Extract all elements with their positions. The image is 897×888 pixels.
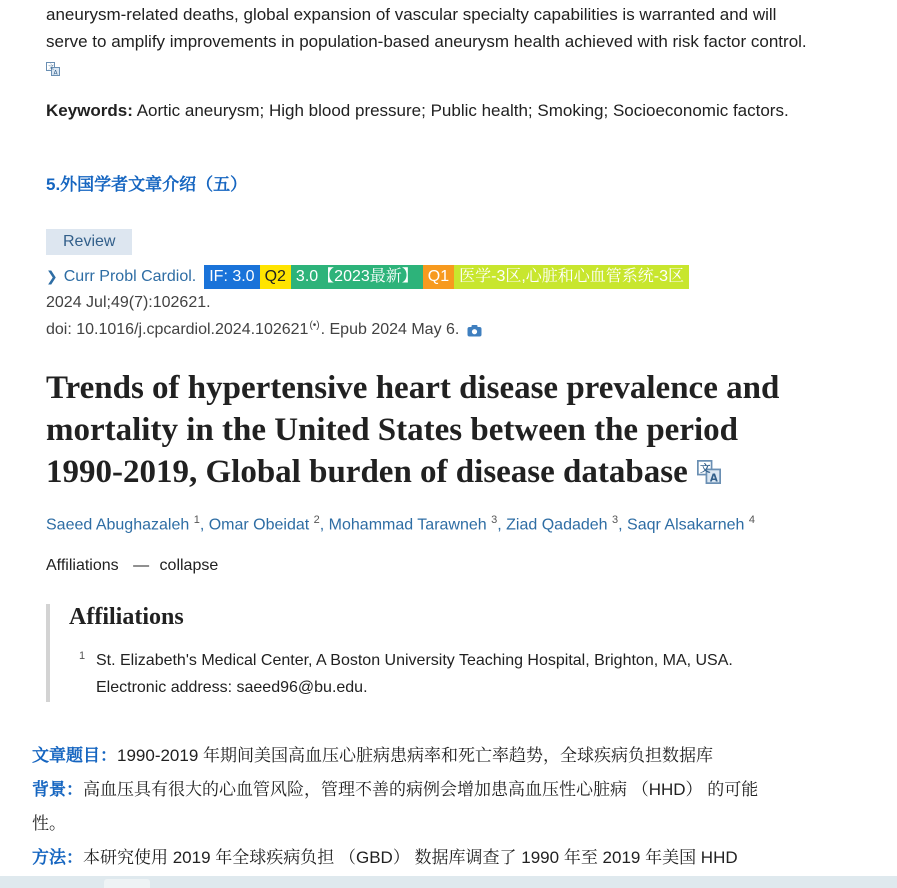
review-badge-label: Review (46, 229, 132, 255)
affiliation-text (96, 647, 836, 701)
svg-text:文: 文 (48, 63, 55, 71)
abstract-line-1: aneurysm-related deaths, global expansion of vascular specialty capabilities is warranted and will (46, 5, 777, 24)
author-list: Saeed Abughazaleh $^1$, Omar Obeidat $^2$, Mohammad Tarawneh $^3$, Ziad Qadadeh $^3$, Saqr Alsakarneh $^4$ (46, 514, 756, 534)
journal-link[interactable]: Curr Probl Cardiol. (63, 267, 197, 285)
impact-factor-2023-badge: 3.0【2023最新】 (291, 265, 423, 289)
author-affiliation-ref[interactable]: 3 (491, 514, 498, 526)
author-link[interactable]: Mohammad Tarawneh (328, 516, 487, 534)
affiliation-line-2: Electronic address: saeed96@bu.edu. (96, 679, 368, 696)
keywords-text: Aortic aneurysm; High blood pressure; Public health; Smoking; Socioeconomic factors. (136, 101, 789, 120)
affiliations-heading: Affiliations (69, 604, 184, 630)
author-link[interactable]: Saeed Abughazaleh (46, 516, 190, 534)
affiliations-label: Affiliations (46, 557, 119, 574)
summary-title (32, 739, 882, 773)
abstract-line-2: serve to amplify improvements in population-based aneurysm health achieved with risk factor control. (46, 32, 807, 51)
author-affiliation-ref[interactable]: 1 (193, 514, 200, 526)
quartile-badge-q1: Q1 (423, 265, 454, 289)
quartile-badge-q2: Q2 (260, 265, 291, 289)
journal-line (46, 264, 689, 289)
summary-background (32, 773, 882, 807)
article-title (46, 367, 886, 493)
keywords (46, 97, 789, 124)
summary-title-text: 1990-2019 年期间美国高血压心脏病患病率和死亡率趋势，全球疾病负担数据库 (117, 746, 714, 765)
article-title-line-2: mortality in the United States between the period (46, 412, 739, 448)
author-affiliation-ref[interactable]: 3 (612, 514, 619, 526)
affiliation-number: 1 (79, 650, 86, 662)
author-affiliation-ref[interactable]: 2 (313, 514, 320, 526)
author-affiliation-ref[interactable]: 4 (748, 514, 756, 526)
svg-text:文: 文 (699, 463, 711, 475)
svg-text:A: A (709, 472, 718, 484)
summary-title-label: 文章题目： (32, 746, 117, 765)
translate-icon[interactable] (46, 60, 60, 78)
affiliations-panel (46, 604, 830, 702)
author-link[interactable]: Omar Obeidat (208, 516, 310, 534)
epub-text: . Epub 2024 May 6. (320, 321, 460, 338)
summary-background-text: 高血压具有很大的心血管风险，管理不善的病例会增加患高血压性心脏病 （HHD） 的可能 (83, 780, 759, 799)
keywords-label: Keywords: (46, 101, 133, 120)
review-badge (46, 229, 132, 255)
collapse-label[interactable]: collapse (159, 557, 219, 574)
bottom-tab[interactable] (104, 879, 150, 888)
affiliation-line-1: St. Elizabeth's Medical Center, A Boston University Teaching Hospital, Brighton, MA, USA. (96, 652, 733, 669)
publication-date: 2024 Jul;49(7):102621. (46, 294, 211, 311)
translate-title-icon[interactable] (697, 460, 721, 484)
section-heading: 5.外国学者文章介绍（五） (46, 175, 248, 194)
summary-background-cont: 性。 (32, 814, 66, 833)
impact-factor-badge: IF: 3.0 (204, 265, 259, 289)
article-title-line-3: 1990-2019, Global burden of disease database (46, 454, 688, 490)
doi-line (46, 321, 482, 339)
broadcast-icon: (•) (309, 319, 320, 331)
affiliations-toggle[interactable] (46, 557, 218, 575)
summary-methods-text: 本研究使用 2019 年全球疾病负担 （GBD） 数据库调查了 1990 年至 2019 年美国 HHD (83, 848, 738, 867)
category-badge: 医学-3区,心脏和心血管系统-3区 (454, 265, 689, 289)
camera-icon[interactable] (467, 324, 482, 337)
summary-methods (32, 841, 882, 875)
doi-text[interactable]: doi: 10.1016/j.cpcardiol.2024.102621 (46, 321, 309, 338)
article-title-line-1: Trends of hypertensive heart disease prevalence and (46, 370, 780, 406)
chevron-right-icon[interactable]: ❯ (46, 268, 58, 284)
svg-text:A: A (53, 69, 58, 76)
author-link[interactable]: Saqr Alsakarneh (627, 516, 745, 534)
collapse-dash-icon: — (133, 557, 150, 574)
author-link[interactable]: Ziad Qadadeh (506, 516, 608, 534)
summary-background-label: 背景： (32, 780, 83, 799)
summary-methods-label: 方法： (32, 848, 83, 867)
bottom-bar (0, 876, 897, 888)
